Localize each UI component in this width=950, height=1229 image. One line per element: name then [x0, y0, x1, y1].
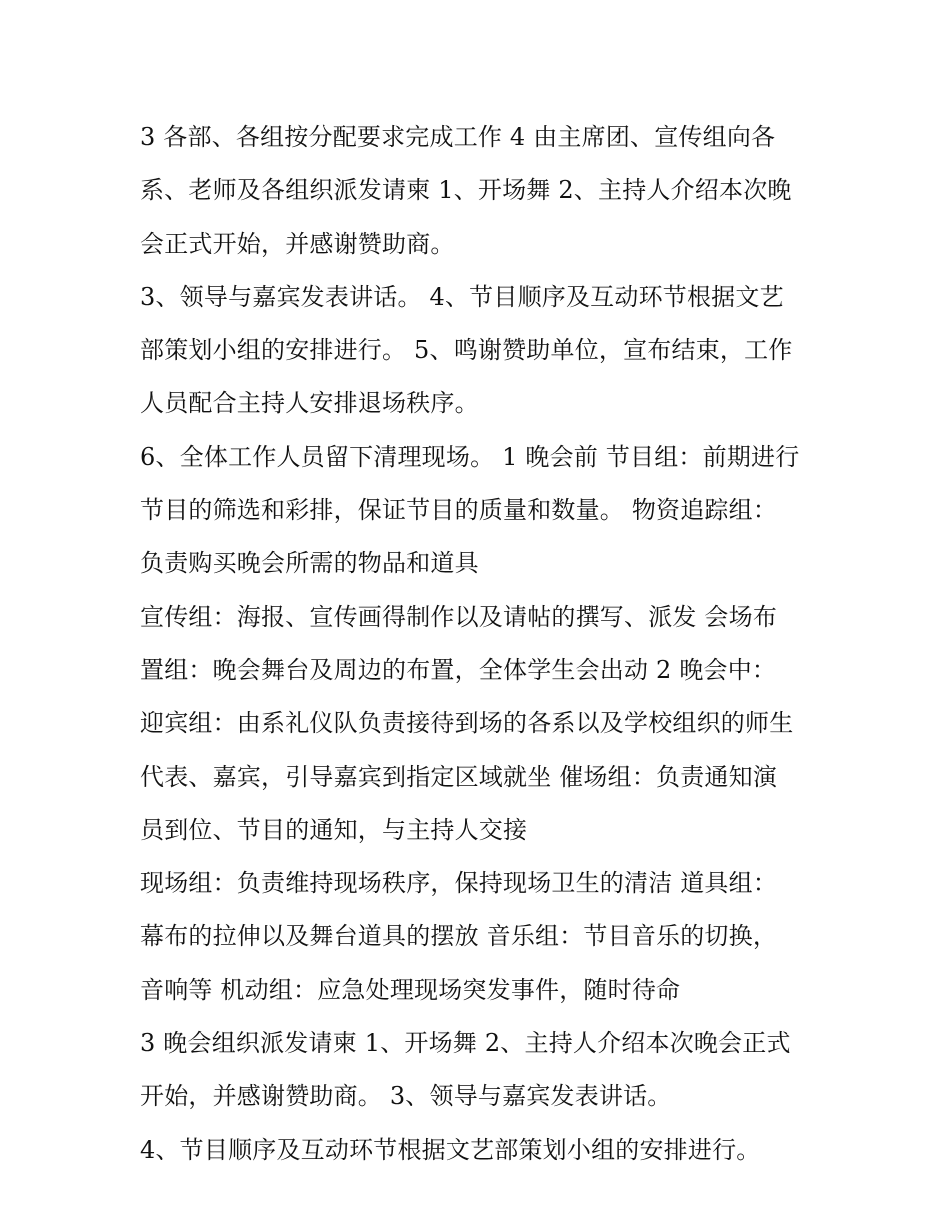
- text-line-4: 3、领导与嘉宾发表讲话。 4、节目顺序及互动环节根据文艺: [140, 282, 784, 311]
- text-line-7: 6、全体工作人员留下清理现场。 1 晚会前 节目组：前期进行: [140, 442, 800, 471]
- text-line-3: 会正式开始，并感谢赞助商。: [140, 229, 455, 258]
- text-line-1: 3 各部、各组按分配要求完成工作 4 由主席团、宣传组向各: [140, 123, 776, 151]
- text-line-5: 部策划小组的安排进行。 5、鸣谢赞助单位，宣布结束，工作: [140, 336, 793, 365]
- text-line-18: 3 晚会组织派发请柬 1、开场舞 2、主持人介绍本次晚会正式: [140, 1029, 791, 1058]
- text-line-16: 幕布的拉伸以及舞台道具的摆放 音乐组：节目音乐的切换，: [140, 922, 778, 951]
- text-line-2: 系、老师及各组织派发请柬 1、开场舞 2、主持人介绍本次晚: [140, 176, 792, 205]
- text-line-20: 4、节目顺序及互动环节根据文艺部策划小组的安排进行。: [140, 1135, 761, 1164]
- text-line-6: 人员配合主持人安排退场秩序。: [140, 389, 479, 418]
- text-line-19: 开始，并感谢赞助商。 3、领导与嘉宾发表讲话。: [140, 1082, 672, 1111]
- text-line-8: 节目的筛选和彩排，保证节目的质量和数量。 物资追踪组：: [140, 496, 778, 525]
- text-line-17: 音响等 机动组：应急处理现场突发事件，随时待命: [140, 975, 681, 1004]
- text-line-9: 负责购买晚会所需的物品和道具: [140, 549, 479, 578]
- text-line-15: 现场组：负责维持现场秩序，保持现场卫生的清洁 道具组：: [140, 869, 778, 898]
- text-line-13: 代表、嘉宾，引导嘉宾到指定区域就坐 催场组：负责通知演: [140, 762, 778, 791]
- text-line-14: 员到位、节目的通知，与主持人交接: [140, 815, 528, 844]
- document-body: [140, 111, 820, 1177]
- text-line-11: 置组：晚会舞台及周边的布置，全体学生会出动 2 晚会中：: [140, 655, 777, 684]
- text-line-12: 迎宾组：由系礼仪队负责接待到场的各系以及学校组织的师生: [140, 709, 794, 738]
- text-line-10: 宣传组：海报、宣传画得制作以及请帖的撰写、派发 会场布: [140, 602, 778, 631]
